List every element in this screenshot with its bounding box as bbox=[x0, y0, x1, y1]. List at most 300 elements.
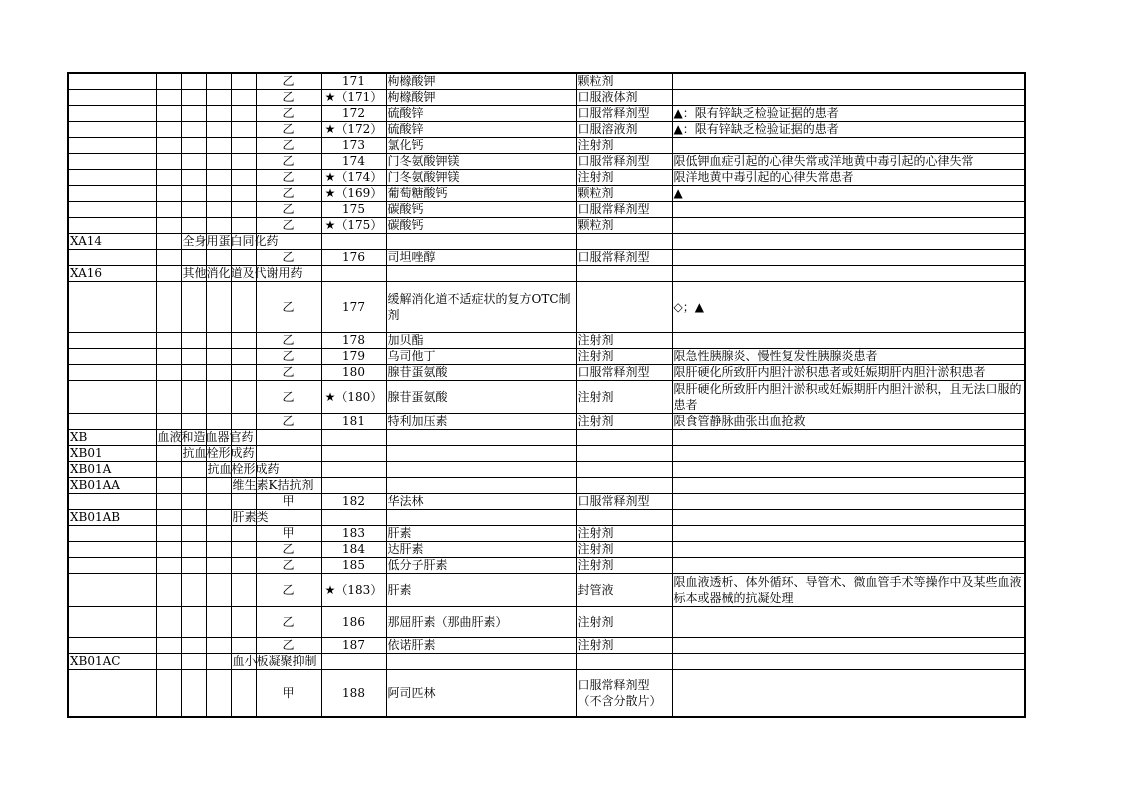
serial-number-cell: 172 bbox=[321, 106, 386, 122]
code-cell bbox=[68, 138, 156, 154]
level-cell bbox=[206, 381, 231, 414]
empty-cell bbox=[672, 654, 1025, 670]
category-row bbox=[68, 654, 1025, 670]
remarks-cell bbox=[672, 73, 1025, 90]
drug-name-cell: 肝素 bbox=[386, 526, 576, 542]
serial-number-cell: 178 bbox=[321, 333, 386, 349]
category-code-cell: XB01AA bbox=[68, 478, 156, 494]
level-cell bbox=[206, 202, 231, 218]
level-cell bbox=[231, 558, 256, 574]
level-cell bbox=[231, 526, 256, 542]
empty-cell bbox=[256, 430, 321, 446]
category-row bbox=[68, 462, 1025, 478]
dosage-form-cell: 注射剂 bbox=[576, 138, 672, 154]
code-cell bbox=[68, 333, 156, 349]
grade-cell: 乙 bbox=[256, 202, 321, 218]
category-name-cell bbox=[231, 654, 317, 670]
remarks-cell: 限肝硬化所致肝内胆汁淤积患者或妊娠期肝内胆汁淤积患者 bbox=[672, 365, 1025, 381]
remarks-cell bbox=[672, 670, 1025, 718]
serial-number-cell: 174 bbox=[321, 154, 386, 170]
remarks-cell bbox=[672, 250, 1025, 266]
empty-cell bbox=[386, 430, 576, 446]
level-cell bbox=[206, 186, 231, 202]
grade-cell: 乙 bbox=[256, 122, 321, 138]
dosage-form-cell: 注射剂 bbox=[576, 542, 672, 558]
level-cell bbox=[156, 90, 181, 106]
serial-number-cell: 187 bbox=[321, 638, 386, 654]
category-name-cell bbox=[156, 430, 254, 446]
code-cell bbox=[68, 494, 156, 510]
drug-name-cell: 乌司他丁 bbox=[386, 349, 576, 365]
serial-number-cell: ★（175） bbox=[321, 218, 386, 234]
remarks-cell bbox=[672, 333, 1025, 349]
category-name-cell bbox=[231, 478, 314, 494]
level-cell bbox=[156, 349, 181, 365]
dosage-form-cell: 注射剂 bbox=[576, 638, 672, 654]
drug-name-cell: 特利加压素 bbox=[386, 414, 576, 430]
dosage-form-cell: 注射剂 bbox=[576, 333, 672, 349]
empty-cell bbox=[321, 446, 386, 462]
drug-row bbox=[68, 414, 1025, 430]
level-cell bbox=[206, 558, 231, 574]
level-cell bbox=[206, 414, 231, 430]
code-cell bbox=[68, 670, 156, 718]
drug-name-cell: 缓解消化道不适症状的复方OTC制剂 bbox=[386, 282, 576, 333]
table-body bbox=[68, 73, 1025, 717]
level-cell bbox=[231, 333, 256, 349]
code-cell bbox=[68, 365, 156, 381]
remarks-cell bbox=[672, 638, 1025, 654]
level-cell bbox=[206, 494, 231, 510]
category-name: 维生素K拮抗剂 bbox=[232, 478, 314, 492]
level-cell bbox=[181, 73, 206, 90]
category-code-cell: XA14 bbox=[68, 234, 156, 250]
level-cell bbox=[231, 186, 256, 202]
drug-row bbox=[68, 670, 1025, 718]
drug-row bbox=[68, 574, 1025, 607]
drug-row bbox=[68, 365, 1025, 381]
level-cell bbox=[181, 202, 206, 218]
drug-name-cell: 门冬氨酸钾镁 bbox=[386, 170, 576, 186]
serial-number-cell: 182 bbox=[321, 494, 386, 510]
empty-cell bbox=[181, 510, 206, 526]
level-cell bbox=[156, 186, 181, 202]
drug-row bbox=[68, 282, 1025, 333]
remarks-cell: 限急性胰腺炎、慢性复发性胰腺炎患者 bbox=[672, 349, 1025, 365]
drug-row bbox=[68, 558, 1025, 574]
code-cell bbox=[68, 414, 156, 430]
dosage-form-cell: 口服常释剂型 bbox=[576, 154, 672, 170]
code-cell bbox=[68, 574, 156, 607]
grade-cell: 乙 bbox=[256, 170, 321, 186]
empty-cell bbox=[156, 462, 181, 478]
level-cell bbox=[181, 90, 206, 106]
remarks-cell: ▲：限有锌缺乏检验证据的患者 bbox=[672, 106, 1025, 122]
drug-row bbox=[68, 333, 1025, 349]
empty-cell bbox=[576, 478, 672, 494]
empty-cell bbox=[206, 654, 231, 670]
level-cell bbox=[156, 218, 181, 234]
category-name: 全身用蛋白同化药 bbox=[182, 234, 279, 248]
drug-row bbox=[68, 122, 1025, 138]
level-cell bbox=[206, 542, 231, 558]
drug-row bbox=[68, 349, 1025, 365]
grade-cell: 乙 bbox=[256, 154, 321, 170]
remarks-cell: 限低钾血症引起的心律失常或洋地黄中毒引起的心律失常 bbox=[672, 154, 1025, 170]
remarks-cell bbox=[672, 218, 1025, 234]
dosage-form-cell: 注射剂 bbox=[576, 170, 672, 186]
category-row bbox=[68, 446, 1025, 462]
level-cell bbox=[206, 670, 231, 718]
dosage-form-cell: 口服常释剂型 bbox=[576, 365, 672, 381]
dosage-form-cell bbox=[576, 282, 672, 333]
drug-row bbox=[68, 106, 1025, 122]
level-cell bbox=[231, 607, 256, 638]
code-cell bbox=[68, 638, 156, 654]
category-name-cell bbox=[231, 510, 269, 526]
empty-cell bbox=[672, 462, 1025, 478]
remarks-cell: 限食管静脉曲张出血抢救 bbox=[672, 414, 1025, 430]
serial-number-cell: 180 bbox=[321, 365, 386, 381]
level-cell bbox=[206, 106, 231, 122]
grade-cell: 乙 bbox=[256, 638, 321, 654]
drug-name-cell: 腺苷蛋氨酸 bbox=[386, 365, 576, 381]
level-cell bbox=[156, 365, 181, 381]
level-cell bbox=[206, 574, 231, 607]
level-cell bbox=[231, 106, 256, 122]
remarks-cell bbox=[672, 607, 1025, 638]
level-cell bbox=[206, 73, 231, 90]
serial-number-cell: ★（171） bbox=[321, 90, 386, 106]
grade-cell: 乙 bbox=[256, 282, 321, 333]
category-code-cell: XB bbox=[68, 430, 156, 446]
code-cell bbox=[68, 542, 156, 558]
drug-row bbox=[68, 218, 1025, 234]
level-cell bbox=[181, 574, 206, 607]
dosage-form-cell: 注射剂 bbox=[576, 349, 672, 365]
grade-cell: 乙 bbox=[256, 250, 321, 266]
empty-cell bbox=[672, 234, 1025, 250]
empty-cell bbox=[386, 446, 576, 462]
remarks-cell: 限血液透析、体外循环、导管术、微血管手术等操作中及某些血液标本或器械的抗凝处理 bbox=[672, 574, 1025, 607]
empty-cell bbox=[321, 430, 386, 446]
code-cell bbox=[68, 154, 156, 170]
serial-number-cell: 185 bbox=[321, 558, 386, 574]
level-cell bbox=[181, 558, 206, 574]
level-cell bbox=[231, 282, 256, 333]
grade-cell: 乙 bbox=[256, 218, 321, 234]
serial-number-cell: 173 bbox=[321, 138, 386, 154]
code-cell bbox=[68, 381, 156, 414]
serial-number-cell: ★（169） bbox=[321, 186, 386, 202]
level-cell bbox=[181, 670, 206, 718]
category-code-cell: XA16 bbox=[68, 266, 156, 282]
grade-cell: 乙 bbox=[256, 333, 321, 349]
drug-name-cell: 依诺肝素 bbox=[386, 638, 576, 654]
drug-row bbox=[68, 202, 1025, 218]
category-code-cell: XB01 bbox=[68, 446, 156, 462]
empty-cell bbox=[321, 510, 386, 526]
category-row bbox=[68, 478, 1025, 494]
remarks-cell bbox=[672, 542, 1025, 558]
drug-name-cell: 门冬氨酸钾镁 bbox=[386, 154, 576, 170]
empty-cell bbox=[576, 446, 672, 462]
grade-cell: 甲 bbox=[256, 494, 321, 510]
empty-cell bbox=[386, 462, 576, 478]
level-cell bbox=[206, 365, 231, 381]
dosage-form-cell: 口服常释剂型 bbox=[576, 494, 672, 510]
level-cell bbox=[181, 349, 206, 365]
grade-cell: 乙 bbox=[256, 106, 321, 122]
drug-name-cell: 枸橼酸钾 bbox=[386, 90, 576, 106]
level-cell bbox=[231, 90, 256, 106]
code-cell bbox=[68, 106, 156, 122]
remarks-cell bbox=[672, 526, 1025, 542]
level-cell bbox=[231, 365, 256, 381]
category-name: 肝素类 bbox=[232, 510, 269, 524]
level-cell bbox=[156, 73, 181, 90]
level-cell bbox=[206, 218, 231, 234]
drug-name-cell: 加贝酯 bbox=[386, 333, 576, 349]
empty-cell bbox=[386, 234, 576, 250]
grade-cell: 乙 bbox=[256, 414, 321, 430]
empty-cell bbox=[206, 478, 231, 494]
serial-number-cell: ★（180） bbox=[321, 381, 386, 414]
empty-cell bbox=[206, 510, 231, 526]
empty-cell bbox=[386, 654, 576, 670]
empty-cell bbox=[321, 478, 386, 494]
level-cell bbox=[181, 365, 206, 381]
level-cell bbox=[181, 381, 206, 414]
drug-row bbox=[68, 607, 1025, 638]
level-cell bbox=[231, 542, 256, 558]
drug-name-cell: 阿司匹林 bbox=[386, 670, 576, 718]
drug-name-cell: 硫酸锌 bbox=[386, 106, 576, 122]
drug-row bbox=[68, 170, 1025, 186]
drug-name-cell: 司坦唑醇 bbox=[386, 250, 576, 266]
empty-cell bbox=[672, 510, 1025, 526]
grade-cell: 乙 bbox=[256, 574, 321, 607]
level-cell bbox=[231, 638, 256, 654]
level-cell bbox=[181, 414, 206, 430]
drug-name-cell: 低分子肝素 bbox=[386, 558, 576, 574]
drug-row bbox=[68, 73, 1025, 90]
empty-cell bbox=[156, 234, 181, 250]
code-cell bbox=[68, 186, 156, 202]
empty-cell bbox=[576, 430, 672, 446]
grade-cell: 乙 bbox=[256, 542, 321, 558]
serial-number-cell: 183 bbox=[321, 526, 386, 542]
drug-name-cell: 肝素 bbox=[386, 574, 576, 607]
level-cell bbox=[231, 202, 256, 218]
drug-row bbox=[68, 154, 1025, 170]
category-row bbox=[68, 266, 1025, 282]
serial-number-cell: ★（174） bbox=[321, 170, 386, 186]
level-cell bbox=[231, 494, 256, 510]
drug-row bbox=[68, 494, 1025, 510]
level-cell bbox=[181, 154, 206, 170]
code-cell bbox=[68, 526, 156, 542]
empty-cell bbox=[386, 266, 576, 282]
dosage-form-cell: 口服溶液剂 bbox=[576, 122, 672, 138]
category-name: 血小板凝聚抑制 bbox=[232, 654, 317, 668]
level-cell bbox=[231, 250, 256, 266]
category-code-cell: XB01AC bbox=[68, 654, 156, 670]
level-cell bbox=[181, 494, 206, 510]
serial-number-cell: 171 bbox=[321, 73, 386, 90]
empty-cell bbox=[181, 654, 206, 670]
level-cell bbox=[206, 282, 231, 333]
level-cell bbox=[231, 122, 256, 138]
level-cell bbox=[156, 154, 181, 170]
code-cell bbox=[68, 122, 156, 138]
drug-name-cell: 葡萄糖酸钙 bbox=[386, 186, 576, 202]
level-cell bbox=[181, 106, 206, 122]
dosage-form-cell: 颗粒剂 bbox=[576, 218, 672, 234]
level-cell bbox=[231, 574, 256, 607]
level-cell bbox=[206, 250, 231, 266]
empty-cell bbox=[156, 478, 181, 494]
level-cell bbox=[181, 607, 206, 638]
category-name-cell bbox=[181, 234, 279, 250]
empty-cell bbox=[386, 478, 576, 494]
level-cell bbox=[181, 170, 206, 186]
remarks-cell: 限洋地黄中毒引起的心律失常患者 bbox=[672, 170, 1025, 186]
serial-number-cell: ★（183） bbox=[321, 574, 386, 607]
code-cell bbox=[68, 73, 156, 90]
level-cell bbox=[206, 170, 231, 186]
drug-name-cell: 氯化钙 bbox=[386, 138, 576, 154]
level-cell bbox=[181, 333, 206, 349]
drug-row bbox=[68, 381, 1025, 414]
level-cell bbox=[231, 73, 256, 90]
drug-row bbox=[68, 526, 1025, 542]
empty-cell bbox=[181, 478, 206, 494]
level-cell bbox=[206, 138, 231, 154]
level-cell bbox=[231, 670, 256, 718]
level-cell bbox=[156, 122, 181, 138]
grade-cell: 乙 bbox=[256, 349, 321, 365]
empty-cell bbox=[156, 446, 181, 462]
category-code-cell: XB01AB bbox=[68, 510, 156, 526]
empty-cell bbox=[156, 510, 181, 526]
remarks-cell: ◇；▲ bbox=[672, 282, 1025, 333]
level-cell bbox=[206, 90, 231, 106]
level-cell bbox=[206, 638, 231, 654]
level-cell bbox=[156, 574, 181, 607]
dosage-form-cell: 颗粒剂 bbox=[576, 186, 672, 202]
grade-cell: 乙 bbox=[256, 381, 321, 414]
remarks-cell bbox=[672, 558, 1025, 574]
serial-number-cell: 186 bbox=[321, 607, 386, 638]
grade-cell: 甲 bbox=[256, 526, 321, 542]
level-cell bbox=[156, 607, 181, 638]
level-cell bbox=[156, 670, 181, 718]
level-cell bbox=[231, 170, 256, 186]
code-cell bbox=[68, 170, 156, 186]
grade-cell: 乙 bbox=[256, 90, 321, 106]
serial-number-cell: 176 bbox=[321, 250, 386, 266]
dosage-form-cell: 口服常释剂型（不含分散片） bbox=[576, 670, 672, 718]
dosage-form-cell: 口服常释剂型 bbox=[576, 106, 672, 122]
grade-cell: 乙 bbox=[256, 73, 321, 90]
dosage-form-cell: 颗粒剂 bbox=[576, 73, 672, 90]
drug-name-cell: 碳酸钙 bbox=[386, 202, 576, 218]
serial-number-cell: 181 bbox=[321, 414, 386, 430]
remarks-cell: ▲ bbox=[672, 186, 1025, 202]
category-name: 其他消化道及代谢用药 bbox=[182, 266, 303, 280]
category-name-cell bbox=[181, 266, 303, 282]
empty-cell bbox=[576, 510, 672, 526]
empty-cell bbox=[256, 446, 321, 462]
level-cell bbox=[156, 170, 181, 186]
level-cell bbox=[206, 349, 231, 365]
dosage-form-cell: 封管液 bbox=[576, 574, 672, 607]
level-cell bbox=[231, 349, 256, 365]
empty-cell bbox=[672, 478, 1025, 494]
empty-cell bbox=[576, 654, 672, 670]
drug-name-cell: 腺苷蛋氨酸 bbox=[386, 381, 576, 414]
category-name: 抗血栓形成药 bbox=[182, 446, 255, 460]
serial-number-cell: 177 bbox=[321, 282, 386, 333]
empty-cell bbox=[672, 266, 1025, 282]
drug-list-table bbox=[67, 72, 1026, 718]
drug-row bbox=[68, 638, 1025, 654]
drug-name-cell: 达肝素 bbox=[386, 542, 576, 558]
drug-name-cell: 碳酸钙 bbox=[386, 218, 576, 234]
code-cell bbox=[68, 558, 156, 574]
level-cell bbox=[206, 122, 231, 138]
category-code-cell: XB01A bbox=[68, 462, 156, 478]
empty-cell bbox=[386, 510, 576, 526]
empty-cell bbox=[321, 234, 386, 250]
drug-name-cell: 那屈肝素（那曲肝素） bbox=[386, 607, 576, 638]
level-cell bbox=[156, 526, 181, 542]
category-row bbox=[68, 430, 1025, 446]
code-cell bbox=[68, 282, 156, 333]
empty-cell bbox=[181, 462, 206, 478]
code-cell bbox=[68, 202, 156, 218]
level-cell bbox=[156, 250, 181, 266]
remarks-cell: ▲：限有锌缺乏检验证据的患者 bbox=[672, 122, 1025, 138]
category-row bbox=[68, 234, 1025, 250]
code-cell bbox=[68, 250, 156, 266]
remarks-cell: 限肝硬化所致肝内胆汁淤积或妊娠期肝内胆汁淤积，且无法口服的患者 bbox=[672, 381, 1025, 414]
dosage-form-cell: 注射剂 bbox=[576, 558, 672, 574]
dosage-form-cell: 口服常释剂型 bbox=[576, 202, 672, 218]
serial-number-cell: 188 bbox=[321, 670, 386, 718]
level-cell bbox=[206, 607, 231, 638]
drug-name-cell: 枸橼酸钾 bbox=[386, 73, 576, 90]
level-cell bbox=[156, 202, 181, 218]
grade-cell: 乙 bbox=[256, 558, 321, 574]
category-row bbox=[68, 510, 1025, 526]
level-cell bbox=[156, 542, 181, 558]
level-cell bbox=[156, 106, 181, 122]
empty-cell bbox=[672, 446, 1025, 462]
level-cell bbox=[181, 138, 206, 154]
level-cell bbox=[156, 414, 181, 430]
remarks-cell bbox=[672, 138, 1025, 154]
level-cell bbox=[156, 138, 181, 154]
code-cell bbox=[68, 607, 156, 638]
drug-row bbox=[68, 138, 1025, 154]
level-cell bbox=[181, 250, 206, 266]
level-cell bbox=[156, 381, 181, 414]
level-cell bbox=[231, 414, 256, 430]
grade-cell: 乙 bbox=[256, 138, 321, 154]
level-cell bbox=[181, 218, 206, 234]
